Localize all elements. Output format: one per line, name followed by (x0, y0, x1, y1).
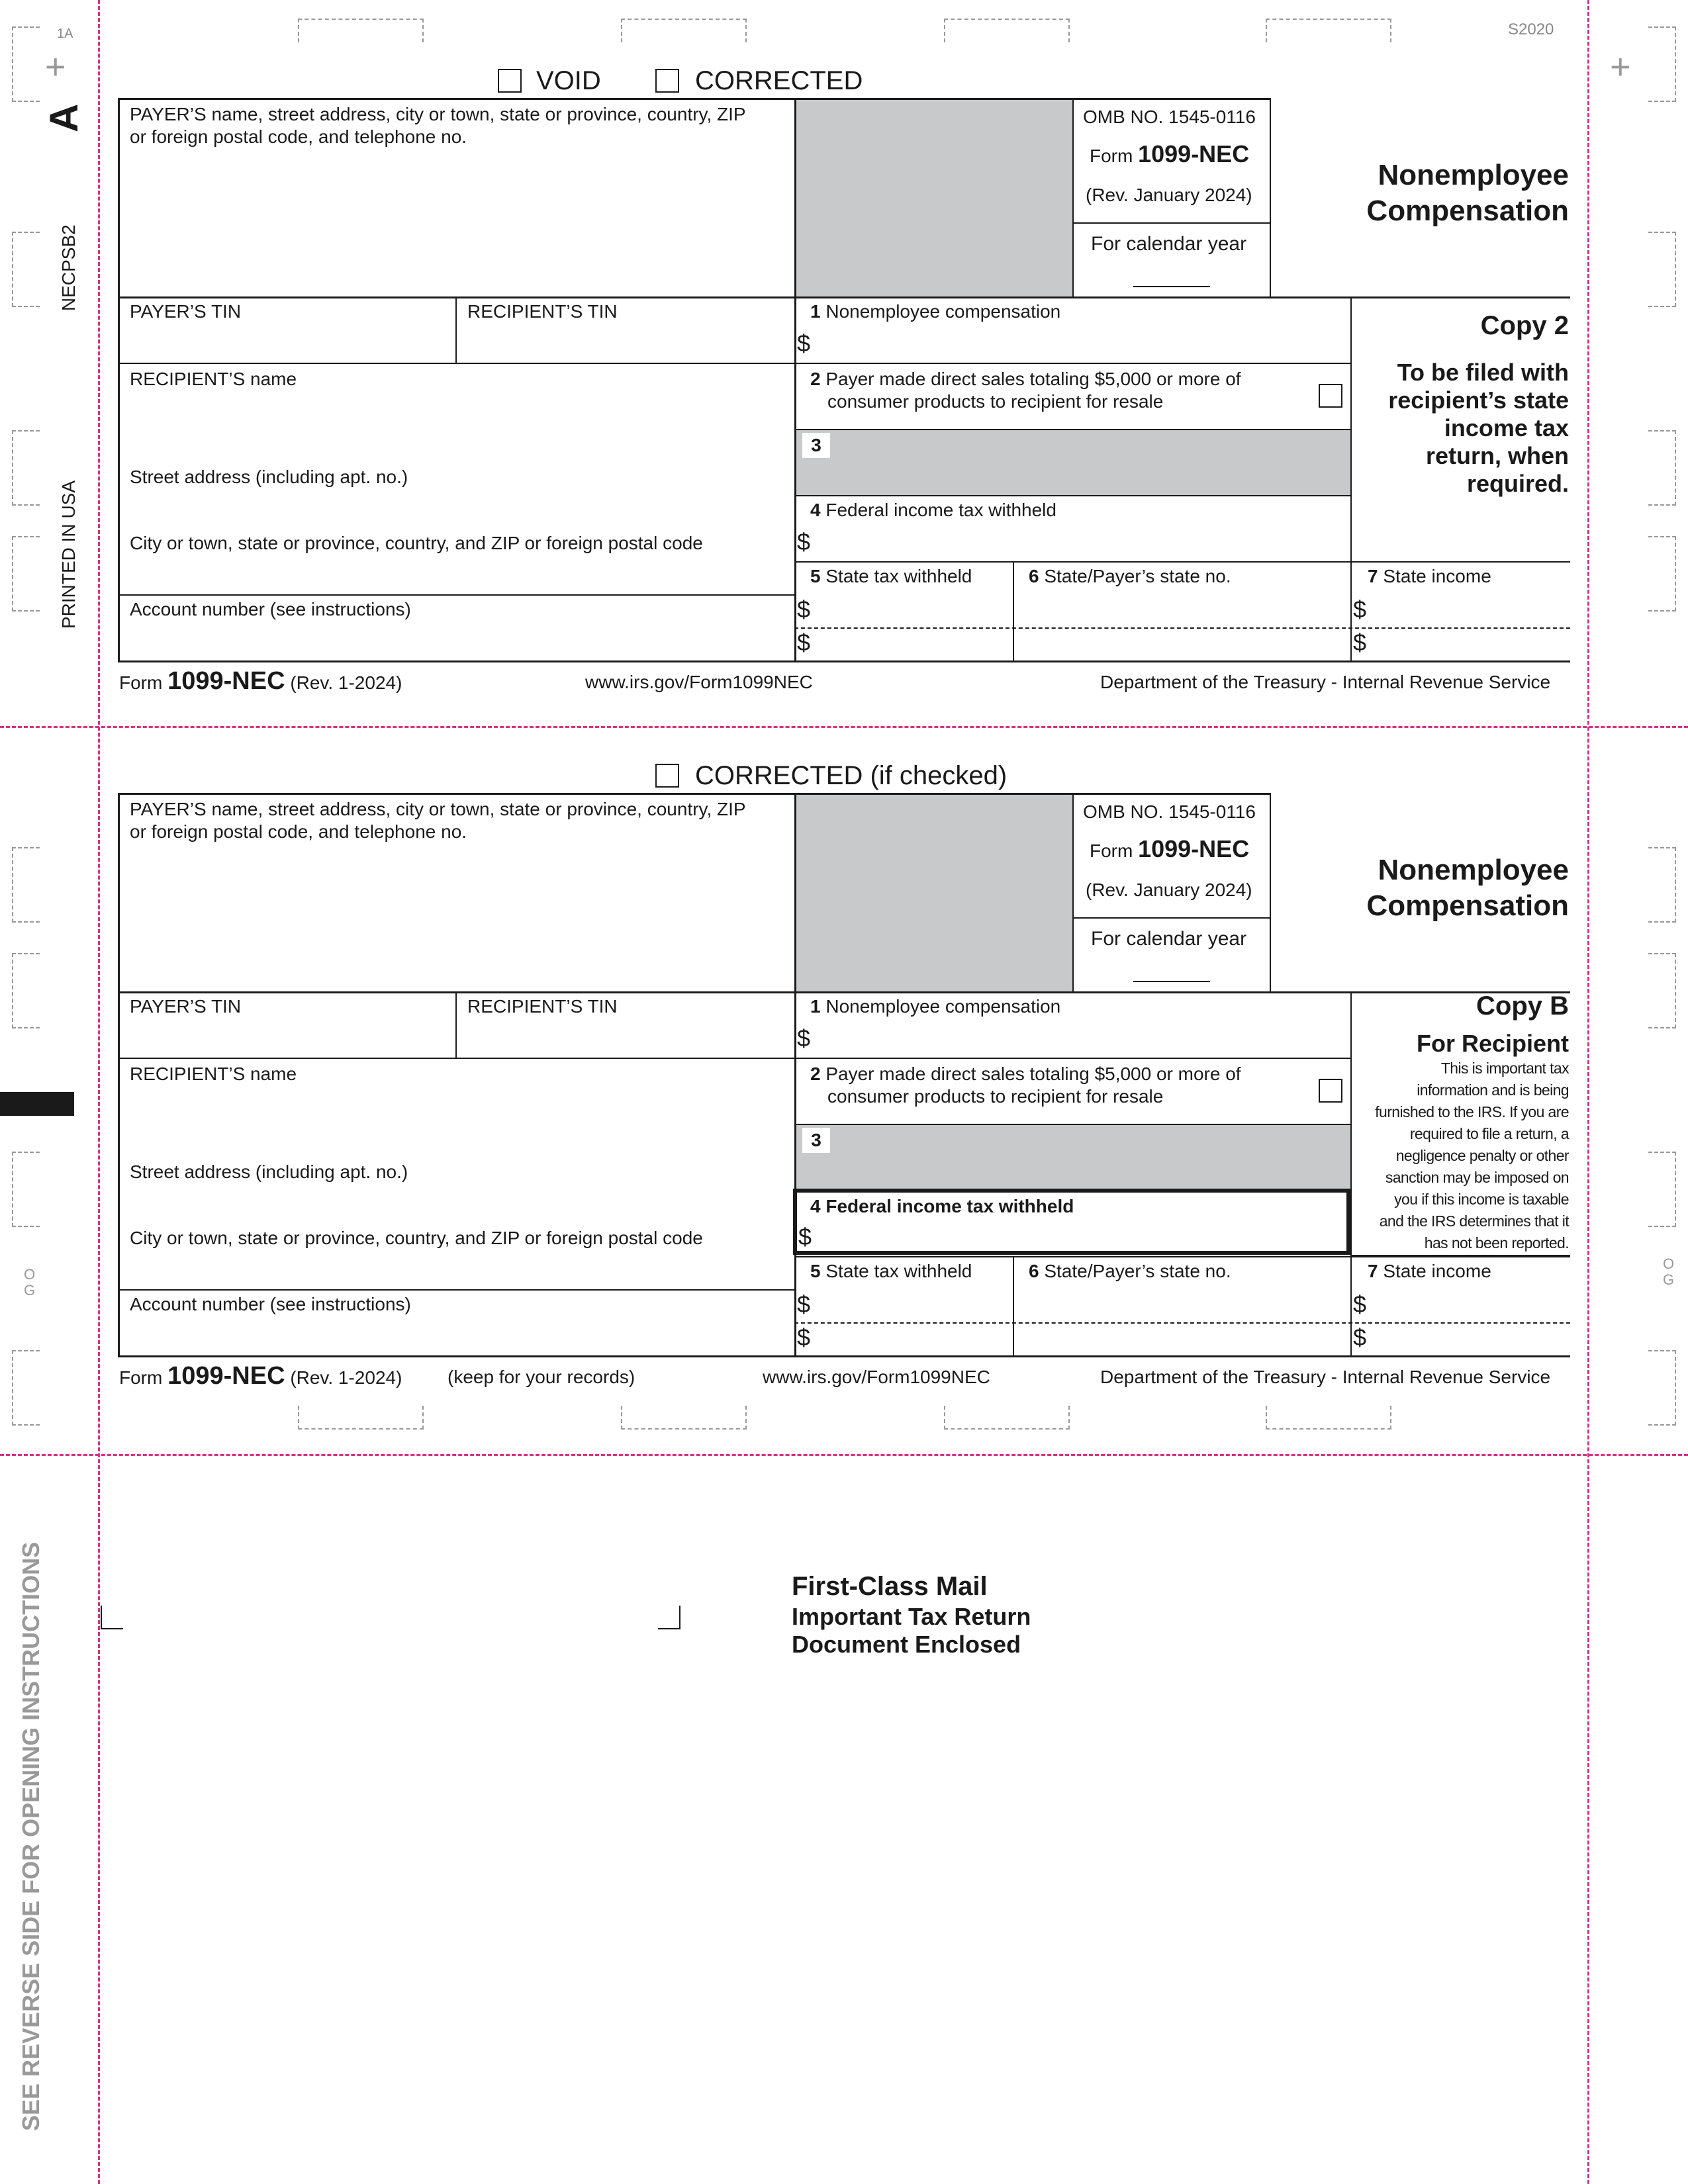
street-label: Street address (including apt. no.) (130, 467, 408, 487)
box3-number: 3 (802, 1128, 830, 1153)
form-prefix: Form (1090, 841, 1133, 861)
tab-mark (298, 19, 424, 42)
form-id (1090, 835, 1250, 862)
omb-number: OMB NO. 1545-0116 (1083, 801, 1256, 822)
calendar-year: For calendar year (1091, 928, 1247, 950)
copy-subtitle: For Recipient (1416, 1030, 1569, 1057)
gray-block (794, 794, 1072, 993)
tab-mark (1266, 19, 1391, 42)
payer-name-label: PAYER’S name, street address, city or town, state or province, country, ZIP (130, 104, 746, 124)
copy-desc-line: income tax (1444, 414, 1569, 441)
copy-desc-line: you if this income is taxable (1394, 1191, 1569, 1208)
pin-mark (12, 430, 40, 506)
copy-desc-line: recipient’s state (1388, 387, 1569, 414)
footer-dept: Department of the Treasury - Internal Revenue Service (1100, 672, 1551, 692)
pin-mark (1648, 430, 1676, 506)
box4-dollar: $ (797, 528, 811, 555)
box4-text: Federal income tax withheld (825, 1196, 1074, 1216)
box7-text: State income (1383, 566, 1491, 586)
pin-mark (1648, 953, 1676, 1028)
payer-name-label-2: or foreign postal code, and telephone no. (130, 126, 467, 147)
box7-dollar: $ (1353, 629, 1367, 656)
calendar-year-field[interactable] (1133, 981, 1210, 982)
box5-text: State tax withheld (825, 1261, 972, 1281)
copy-desc-line: and the IRS determines that it (1379, 1212, 1569, 1230)
copy-title: Copy 2 (1480, 311, 1569, 340)
og-left: O G (24, 1266, 36, 1298)
recipient-tin-label: RECIPIENT’S TIN (467, 301, 618, 322)
payer-name-label-2: or foreign postal code, and telephone no. (130, 821, 467, 842)
corrected-checkbox[interactable] (655, 69, 679, 93)
box4-label (810, 499, 1056, 522)
box2-checkbox[interactable] (1319, 1079, 1342, 1103)
pin-mark (12, 536, 40, 612)
copy-desc-line: negligence penalty or other (1395, 1147, 1569, 1164)
box7-label (1368, 1260, 1491, 1283)
pin-mark (12, 1350, 40, 1426)
form-title (1297, 158, 1569, 229)
copy-desc-line: This is important tax (1440, 1060, 1569, 1077)
box2-label (810, 368, 1241, 390)
box4-label (810, 1195, 1074, 1218)
box4-text: Federal income tax withheld (825, 500, 1056, 520)
pin-mark (12, 1152, 40, 1227)
black-mark (0, 1092, 74, 1116)
mail-line-3: Document Enclosed (792, 1631, 1021, 1658)
copy-desc-line: sanction may be imposed on (1385, 1169, 1569, 1186)
box2-text: Payer made direct sales totaling $5,000 or more of (825, 369, 1241, 389)
box1-label (810, 995, 1060, 1018)
revision: (Rev. January 2024) (1086, 185, 1252, 205)
city-label: City or town, state or province, country, and ZIP or foreign postal code (130, 1228, 703, 1248)
box5-dollar: $ (797, 1291, 811, 1318)
form-prefix: Form (1090, 146, 1133, 166)
code-top-right: S2020 (1508, 21, 1554, 38)
box-number: 1 (810, 301, 821, 322)
footer-form-prefix: Form (119, 672, 163, 693)
box5-dollar: $ (797, 629, 811, 656)
box7-dollar: $ (1353, 1291, 1367, 1318)
calendar-year-field[interactable] (1133, 286, 1210, 287)
copy-desc-line: has not been reported. (1424, 1234, 1569, 1251)
form-name: 1099-NEC (1138, 835, 1250, 862)
payer-name-field[interactable] (130, 847, 778, 979)
box1-text: Nonemployee compensation (825, 301, 1061, 322)
corrected-label: CORRECTED (if checked) (695, 761, 1008, 790)
pin-mark (1648, 26, 1676, 102)
pin-mark (1648, 1152, 1676, 1227)
void-label: VOID (536, 66, 601, 95)
box1-field[interactable] (814, 1023, 1344, 1055)
copy-desc-line: return, when (1425, 442, 1569, 469)
footer-url: www.irs.gov/Form1099NEC (763, 1367, 990, 1387)
recipient-tin-label: RECIPIENT’S TIN (467, 996, 618, 1017)
box6-text: State/Payer’s state no. (1044, 1261, 1231, 1281)
side-reverse-note: SEE REVERSE SIDE FOR OPENING INSTRUCTIONS (17, 1541, 44, 2131)
copy-description (1357, 359, 1569, 498)
tab-mark (298, 1406, 424, 1430)
void-checkbox[interactable] (498, 69, 522, 93)
copy-desc-line: required. (1466, 470, 1569, 497)
window-corner-left (101, 1606, 123, 1629)
footer-rev: (Rev. 1-2024) (290, 672, 402, 693)
perforation-2 (0, 1454, 1688, 1456)
calendar-year: For calendar year (1091, 233, 1247, 255)
box5-label (810, 1260, 972, 1283)
pin-mark (1648, 232, 1676, 307)
box-number: 4 (810, 500, 821, 520)
footer-dept: Department of the Treasury - Internal Revenue Service (1100, 1367, 1551, 1387)
box5-dollar: $ (797, 596, 811, 623)
revision: (Rev. January 2024) (1086, 880, 1252, 900)
copy-desc-line: To be filed with (1397, 359, 1569, 386)
box1-field[interactable] (814, 328, 1344, 360)
corrected-checkbox[interactable] (655, 764, 679, 788)
footer-form (119, 667, 402, 695)
form-name: 1099-NEC (1138, 140, 1250, 167)
og-right: O G (1663, 1255, 1675, 1288)
box3-gray (794, 430, 1350, 495)
pin-mark (1648, 847, 1676, 923)
recipient-name-label: RECIPIENT’S name (130, 369, 297, 389)
footer-url: www.irs.gov/Form1099NEC (585, 672, 813, 692)
box-number: 7 (1368, 566, 1378, 586)
payer-tin-label: PAYER’S TIN (130, 996, 242, 1017)
tab-mark (1266, 1406, 1391, 1430)
box2-label-2: consumer products to recipient for resale (827, 1086, 1164, 1107)
crosshair-right: + (1610, 47, 1631, 87)
box7-text: State income (1383, 1261, 1491, 1281)
crosshair-left: + (45, 47, 66, 87)
account-label: Account number (see instructions) (130, 599, 411, 619)
box5-text: State tax withheld (825, 566, 972, 586)
footer-rev: (Rev. 1-2024) (290, 1367, 402, 1388)
box2-label-2: consumer products to recipient for resale (827, 391, 1164, 412)
payer-name-label: PAYER’S name, street address, city or town, state or province, country, ZIP (130, 799, 746, 819)
city-label: City or town, state or province, country, and ZIP or foreign postal code (130, 533, 703, 553)
omb-number: OMB NO. 1545-0116 (1083, 107, 1256, 127)
footer-form-name: 1099-NEC (167, 667, 285, 695)
box3-number: 3 (802, 433, 830, 458)
box-number: 2 (810, 369, 821, 389)
mail-line-1: First-Class Mail (792, 1572, 988, 1601)
form-title (1297, 852, 1569, 924)
footer-keep: (keep for your records) (447, 1367, 635, 1387)
tab-mark (621, 1406, 747, 1430)
box7-dollar: $ (1353, 596, 1367, 623)
footer-form (119, 1362, 402, 1390)
code-top-left: 1A (57, 26, 73, 41)
footer-form-name: 1099-NEC (167, 1362, 285, 1390)
box6-text: State/Payer’s state no. (1044, 566, 1231, 586)
box1-dollar: $ (797, 1024, 811, 1052)
box5-dollar: $ (797, 1324, 811, 1351)
side-printed: PRINTED IN USA (58, 480, 79, 629)
copy-title: Copy B (1476, 991, 1569, 1021)
box1-label (810, 300, 1060, 323)
copy-desc-line: furnished to the IRS. If you are (1375, 1103, 1569, 1120)
pin-mark (1648, 1350, 1676, 1426)
footer-form-prefix: Form (119, 1367, 163, 1388)
left-perforation (98, 0, 100, 2184)
pin-mark (12, 847, 40, 923)
box-number: 2 (810, 1064, 821, 1084)
box-number: 6 (1029, 1261, 1039, 1281)
side-letter-a: A (42, 103, 86, 132)
form-title-line2: Compensation (1366, 195, 1569, 227)
tab-mark (944, 19, 1070, 42)
box7-label (1368, 565, 1491, 588)
box7-dollar: $ (1353, 1324, 1367, 1351)
box-number: 6 (1029, 566, 1039, 586)
box-number: 1 (810, 996, 821, 1017)
pin-mark (12, 232, 40, 307)
gray-block (794, 99, 1072, 298)
perforation-1 (0, 726, 1688, 728)
pin-mark (12, 26, 40, 102)
form-title-line1: Nonemployee (1378, 159, 1569, 191)
copy-desc-line: required to file a return, a (1409, 1125, 1569, 1142)
pin-mark (12, 953, 40, 1028)
tab-mark (621, 19, 747, 42)
payer-name-field[interactable] (130, 152, 778, 285)
box6-label (1029, 565, 1231, 588)
box-number: 5 (810, 1261, 821, 1281)
form-title-line1: Nonemployee (1378, 854, 1569, 886)
corrected-label: CORRECTED (695, 66, 863, 95)
right-perforation (1587, 0, 1589, 2184)
copy-description (1350, 1058, 1569, 1254)
box-number: 4 (810, 1196, 821, 1216)
tab-mark (944, 1406, 1070, 1430)
recipient-name-label: RECIPIENT’S name (130, 1064, 297, 1084)
mail-notice (792, 1570, 1031, 1659)
box2-label (810, 1063, 1241, 1085)
payer-tin-label: PAYER’S TIN (130, 301, 242, 322)
box2-checkbox[interactable] (1319, 384, 1342, 408)
box5-label (810, 565, 972, 588)
window-corner-right (658, 1606, 680, 1629)
account-label: Account number (see instructions) (130, 1294, 411, 1314)
form-id (1090, 140, 1250, 167)
copy-desc-line: information and is being (1417, 1081, 1569, 1099)
box3-gray (794, 1125, 1350, 1190)
box1-text: Nonemployee compensation (825, 996, 1061, 1017)
form-title-line2: Compensation (1366, 889, 1569, 922)
box-number: 5 (810, 566, 821, 586)
box-number: 7 (1368, 1261, 1378, 1281)
box6-label (1029, 1260, 1231, 1283)
box2-text: Payer made direct sales totaling $5,000 or more of (825, 1064, 1241, 1084)
side-code: NECPSB2 (58, 224, 79, 311)
box1-dollar: $ (797, 330, 811, 357)
pin-mark (1648, 536, 1676, 612)
mail-line-2: Important Tax Return (792, 1603, 1031, 1630)
box4-dollar: $ (798, 1223, 812, 1250)
street-label: Street address (including apt. no.) (130, 1161, 408, 1182)
